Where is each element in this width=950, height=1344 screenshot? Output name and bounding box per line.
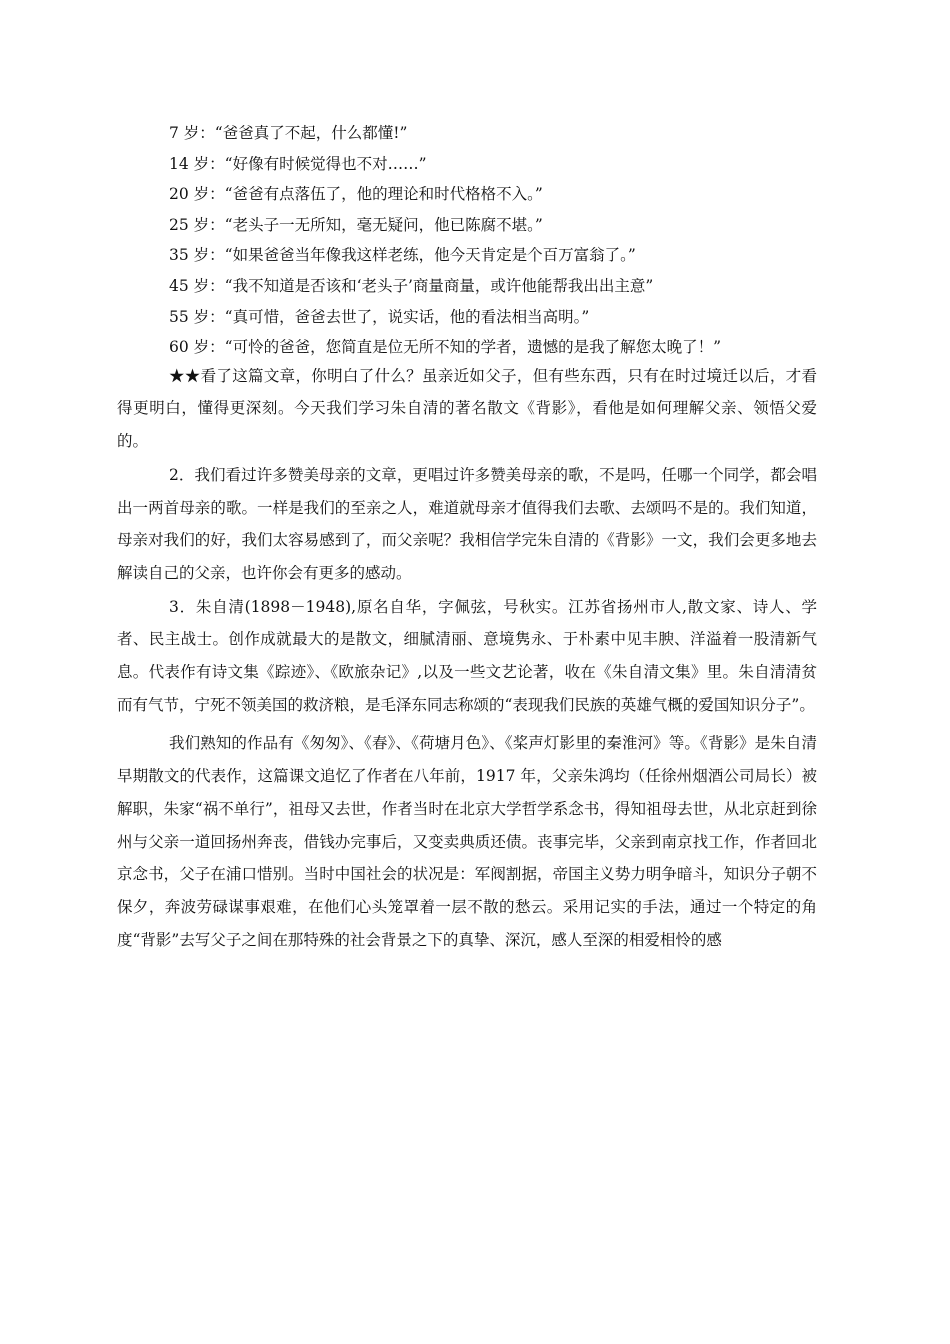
quote-text: “我不知道是否该和‘老头子’商量商量，或许他能帮我出出主意” bbox=[224, 276, 654, 295]
quote-line-14 bbox=[117, 154, 817, 174]
quote-line-25 bbox=[117, 215, 817, 235]
quote-line-35 bbox=[117, 245, 817, 265]
quote-age: 20 岁： bbox=[169, 185, 225, 204]
quote-text: “好像有时候觉得也不对……” bbox=[224, 154, 427, 173]
quote-line-60 bbox=[117, 337, 817, 357]
quote-line-7 bbox=[117, 123, 817, 143]
quote-line-20 bbox=[117, 184, 817, 204]
quote-text: “如果爸爸当年像我这样老练，他今天肯定是个百万富翁了。” bbox=[224, 246, 636, 265]
quote-age: 14 岁： bbox=[169, 154, 225, 173]
quote-age: 60 岁： bbox=[169, 338, 225, 357]
paragraph-works-background: 我们熟知的作品有《匆匆》、《春》、《荷塘月色》、《桨声灯影里的秦淮河》等。《背影》是朱自清早期散文的代表作，这篇课文追忆了作者在八年前，1917 年，父亲朱鸿均（任徐州烟酒公司局长）被解职，朱家“祸不单行”，祖母又去世，作者当时在北京大学哲学系念书，得知祖母去世，从北京赶到徐州与父亲一道回扬州奔丧，借钱办完事后，又变卖典质还债。丧事完毕，父亲到南京找工作，作者回北京念书，父子在浦口惜别。当时中国社会的状况是：军阀割据，帝国主义势力明争暗斗，知识分子朝不保夕，奔波劳碌谋事艰难，在他们心头笼罩着一层不散的愁云。采用记实的手法，通过一个特定的角度“背影”去写父子之间在那特殊的社会背景之下的真挚、深沉，感人至深的相爱相怜的感 bbox=[117, 734, 817, 949]
quote-age: 7 岁： bbox=[169, 124, 215, 142]
quote-text: “真可惜，爸爸去世了，说实话，他的看法相当高明。” bbox=[224, 307, 590, 326]
quote-line-45 bbox=[117, 276, 817, 296]
quote-text: “爸爸真了不起，什么都懂!” bbox=[214, 124, 408, 142]
quote-text: “老头子一无所知，毫无疑问，他已陈腐不堪。” bbox=[224, 215, 543, 234]
document-body bbox=[117, 123, 817, 956]
quote-line-55 bbox=[117, 307, 817, 327]
quote-age: 35 岁： bbox=[169, 246, 225, 265]
quote-text: “可怜的爸爸，您简直是位无所不知的学者，遗憾的是我了解您太晚了！” bbox=[224, 338, 722, 357]
quote-age: 55 岁： bbox=[169, 307, 225, 326]
quote-age: 45 岁： bbox=[169, 276, 225, 295]
quote-age: 25 岁： bbox=[169, 215, 225, 234]
quote-text: “爸爸有点落伍了，他的理论和时代格格不入。” bbox=[224, 185, 543, 204]
paragraph-reflection: ★★看了这篇文章，你明白了什么？虽亲近如父子，但有些东西，只有在时过境迁以后，才看得更明白，懂得更深刻。今天我们学习朱自清的著名散文《背影》，看他是如何理解父亲、领悟父爱的。 bbox=[117, 366, 817, 451]
paragraph-item-3-author-bio: 3．朱自清(1898－1948),原名自华，字佩弦，号秋实。江苏省扬州市人,散文家、诗人、学者、民主战士。创作成就最大的是散文，细腻清丽、意境隽永、于朴素中见丰腴、洋溢着一股清新气息。代表作有诗文集《踪迹》、《欧旅杂记》,以及一些文艺论著，收在《朱自清文集》里。朱自清清贫而有气节，宁死不领美国的救济粮，是毛泽东同志称颂的“表现我们民族的英雄气概的爱国知识分子”。 bbox=[117, 597, 817, 714]
paragraph-item-2: 2．我们看过许多赞美母亲的文章，更唱过许多赞美母亲的歌，不是吗，任哪一个同学，都会唱出一两首母亲的歌。一样是我们的至亲之人，难道就母亲才值得我们去歌、去颂吗不是的。我们知道，母亲对我们的好，我们太容易感到了，而父亲呢？我相信学完朱自清的《背影》一文，我们会更多地去解读自己的父亲，也许你会有更多的感动。 bbox=[117, 465, 817, 582]
